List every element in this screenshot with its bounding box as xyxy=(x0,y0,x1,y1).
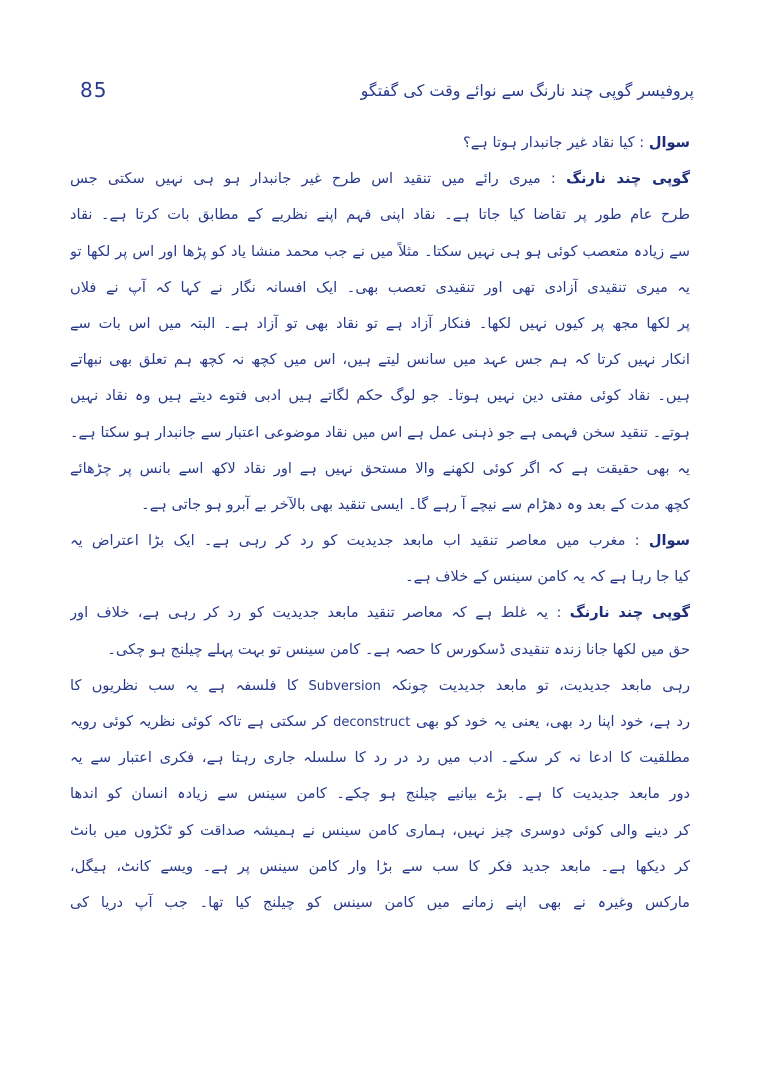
page-header xyxy=(80,70,694,110)
text-line xyxy=(70,197,690,233)
line-text: : مغرب میں معاصر تنقید اب مابعد جدیدیت کو رد کر رہی ہے۔ ایک بڑا اعتراض یہ xyxy=(70,532,640,550)
line-text: کر دینے والی کوئی دوسری چیز نہیں، ہماری کامن سینس نے ہمیشہ صداقت کو ٹکڑوں میں بانٹ xyxy=(70,821,690,839)
line-text: دور مابعد جدیدیت کا ہے۔ بڑے بیانیے چیلنج ہو چکے۔ کامن سینس سے زیادہ انسان کو اندھا xyxy=(70,785,690,803)
speaker-label: گوپی چند نارنگ xyxy=(569,604,690,622)
text-line xyxy=(70,704,690,740)
text-line xyxy=(70,632,690,668)
line-text: رہی مابعد جدیدیت، تو مابعد جدیدیت چونکہ xyxy=(391,676,690,694)
text-line xyxy=(70,415,690,451)
latin-term: deconstruct xyxy=(333,715,411,730)
line-text: حق میں لکھا جانا زندہ تنقیدی ڈسکورس کا حصہ ہے۔ کامن سینس تو بہت پہلے چیلنج ہو چکی۔ xyxy=(107,640,690,658)
text-line xyxy=(70,523,690,559)
line-text: کچھ مدت کے بعد وہ دھڑام سے نیچے آ رہے گا۔ ایسی تنقید بھی بالآخر بے آبرو ہو جاتی ہے۔ xyxy=(141,495,690,513)
line-text: مطلقیت کا ادعا نہ کر سکے۔ ادب میں رد در رد کا سلسلہ جاری رہتا ہے، فکری اعتبار سے یہ xyxy=(70,749,690,767)
line-text: کا فلسفہ ہے یہ سب نظریوں کا xyxy=(70,676,299,694)
text-line xyxy=(70,595,690,631)
line-text: : میری رائے میں تنقید اس طرح غیر جانبدار ہو ہی نہیں سکتی جس xyxy=(70,170,556,188)
running-title: پروفیسر گوپی چند نارنگ سے نوائے وقت کی گفتگو xyxy=(360,80,694,100)
line-text: مارکس وغیرہ نے بھی اپنے زمانے میں کامن سینس کو چیلنج کیا تھا۔ جب آپ دریا کی xyxy=(70,893,690,911)
text-line xyxy=(70,740,690,776)
line-text: : کیا نقاد غیر جانبدار ہوتا ہے؟ xyxy=(463,134,645,151)
text-line xyxy=(70,451,690,487)
line-text: یہ بھی حقیقت ہے کہ اگر کوئی لکھنے والا مستحق نہیں ہے اور نقاد لاکھ اسے بانس پر چڑھائے xyxy=(70,459,690,477)
text-line xyxy=(70,885,690,921)
text-line xyxy=(70,776,690,812)
text-line xyxy=(70,487,690,523)
line-text: سے زیادہ متعصب کوئی ہو ہی نہیں سکتا۔ مثلاً میں نے جب محمد منشا یاد کو پڑھا اور اس پر لکھا تو xyxy=(70,242,690,260)
text-line xyxy=(70,849,690,885)
text-line xyxy=(70,559,690,595)
text-line xyxy=(70,813,690,849)
line-text: کر سکتی ہے تاکہ کوئی نظریہ کوئی رویہ xyxy=(70,713,328,730)
text-line xyxy=(70,306,690,342)
speaker-label: سوال xyxy=(648,134,690,151)
line-text: ہیں۔ نقاد کوئی مفتی دین نہیں ہوتا۔ جو لوگ حکم لگاتے ہیں ادبی فتوے دیتے ہیں وہ نقاد نہیں xyxy=(70,387,690,405)
line-text: رد ہے، خود اپنا رد بھی، یعنی یہ خود کو بھی xyxy=(416,713,690,730)
line-text: پر لکھا مجھ پر کیوں نہیں لکھا۔ فنکار آزاد ہے تو نقاد بھی تو آزاد ہے۔ البتہ میں اس بات سے xyxy=(70,314,690,332)
page-body xyxy=(70,125,690,921)
text-line xyxy=(70,378,690,414)
line-text: ہوتے۔ تنقید سخن فہمی ہے جو ذہنی عمل ہے اس میں نقاد موضوعی اعتبار سے جانبدار ہو سکتا ہے۔ xyxy=(70,423,690,441)
text-line xyxy=(70,125,690,161)
line-text: کیا جا رہا ہے کہ یہ کامن سینس کے خلاف ہے۔ xyxy=(405,568,690,586)
text-line xyxy=(70,270,690,306)
speaker-label: سوال xyxy=(648,532,690,550)
line-text: انکار نہیں کرتا کہ ہم جس عہد میں سانس لیتے ہیں، اس میں کچھ نہ کچھ ہم تعلق بھی نبھاتے xyxy=(70,351,690,369)
latin-term: Subversion xyxy=(308,678,381,694)
text-line xyxy=(70,234,690,270)
speaker-label: گوپی چند نارنگ xyxy=(566,170,690,188)
page-number: 85 xyxy=(80,78,108,102)
line-text: طرح عام طور پر تقاضا کیا جاتا ہے۔ نقاد اپنی فہم اپنے نظریے کے مطابق بات کرتا ہے۔ نقاد xyxy=(70,206,690,224)
text-line xyxy=(70,161,690,197)
text-line xyxy=(70,668,690,704)
line-text: : یہ غلط ہے کہ معاصر تنقید مابعد جدیدیت کو رد کر رہی ہے، خلاف اور xyxy=(70,604,562,622)
text-line xyxy=(70,342,690,378)
line-text: کر دیکھا ہے۔ مابعد جدید فکر کا سب سے بڑا وار کامن سینس پر ہے۔ ویسے کانٹ، ہیگل، xyxy=(70,857,690,875)
line-text: یہ میری تنقیدی آزادی تھی اور تنقیدی تعصب بھی۔ ایک افسانہ نگار نے کہا کہ آپ نے فلاں xyxy=(70,278,690,296)
